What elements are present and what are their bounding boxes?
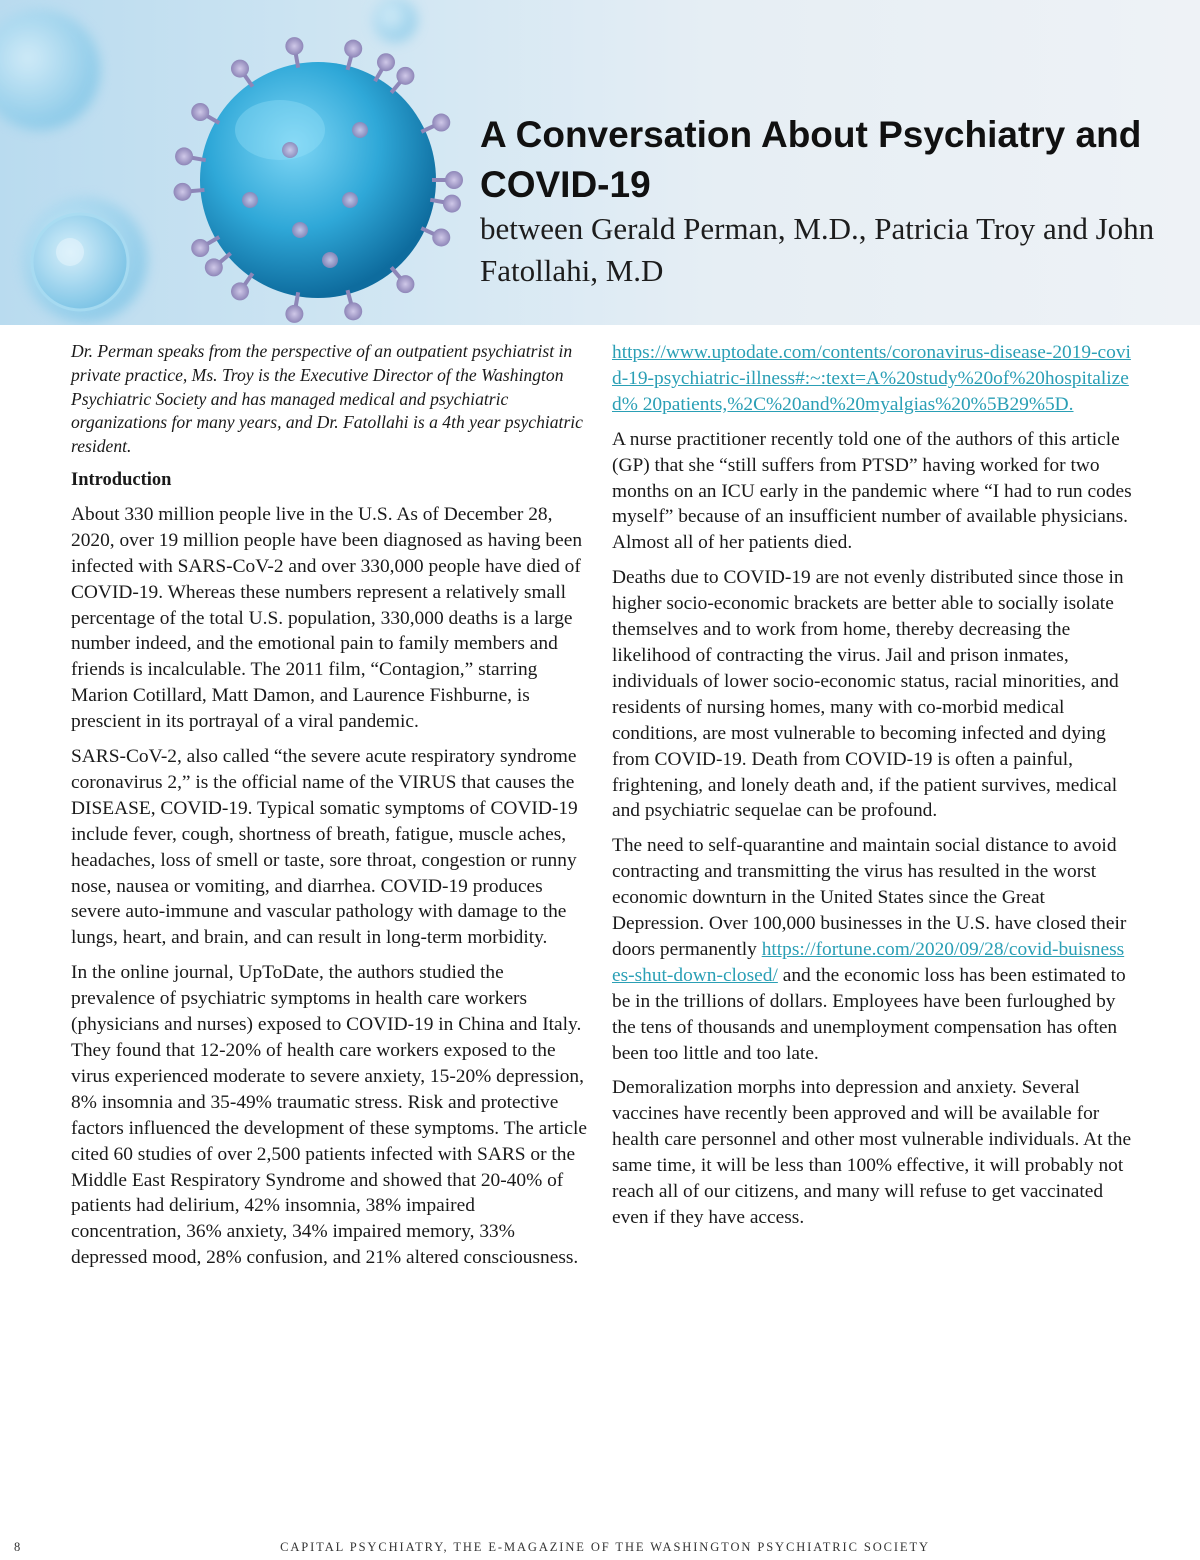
virus-spike-head bbox=[443, 195, 461, 213]
article-subtitle: between Gerald Perman, M.D., Patricia Troy and John Fatollahi, M.D bbox=[480, 211, 1155, 288]
fortune-link[interactable]: https://fortune.com/2020/09/28/covid-buisnesses-shut-down-closed/ bbox=[612, 938, 1125, 986]
virus-surface-spike bbox=[352, 122, 368, 138]
virus-spike-head bbox=[285, 37, 303, 55]
virus-spike-head bbox=[344, 302, 362, 320]
body-paragraph: Deaths due to COVID-19 are not evenly distributed since those in higher socio-economic brackets are better able to socially isolate themselves and to work from home, thereby decreasing the likelihood of contracting the virus. Jail and prison inmates, individuals of lower socio-economic status, racial minorities, and residents of nursing homes, many with co-morbid medical conditions, are most vulnerable to becoming infected and dying from COVID-19. Death from COVID-19 is often a painful, frightening, and lonely death and, if the patient survives, medical and psychiatric sequelae can be profound. bbox=[612, 567, 1124, 822]
uptodate-link[interactable]: https://www.uptodate.com/contents/coronavirus-disease-2019-covid-19-psychiatric-illness#:~:text=A%20study%20of%20hospitalized% 20patients,%2C%20and%20myalgias%20%5B29%5D. bbox=[612, 342, 1131, 415]
virus-surface-spike bbox=[322, 252, 338, 268]
uptodate-link-paragraph bbox=[612, 340, 1132, 418]
virus-spike-head bbox=[344, 40, 362, 58]
page-number: 8 bbox=[14, 1540, 21, 1554]
virus-spike-head bbox=[231, 282, 249, 300]
paragraph-text: and the economic loss has been estimated to be in the trillions of dollars. Employees have been furloughed by the tens of thousands and unemployment compensation has often been too little and too late. bbox=[612, 964, 1126, 1064]
virus-spike-head bbox=[285, 305, 303, 323]
virus-surface-spike bbox=[292, 222, 308, 238]
paragraph-text: The need to self-quarantine and maintain social distance to avoid contracting and transmitting the virus has resulted in the worst economic downturn in the United States since the Great Depression. Over 100,000 businesses in the U.S. have closed their doors permanently bbox=[612, 835, 1127, 960]
header-banner bbox=[0, 0, 1200, 325]
main-virus bbox=[200, 62, 436, 298]
virus-spike-head bbox=[175, 147, 193, 165]
virus-surface-spike bbox=[282, 142, 298, 158]
virus-surface-spike bbox=[342, 192, 358, 208]
article-title: A Conversation About Psychiatry and COVID-19 bbox=[480, 114, 1142, 205]
virus-spike-head bbox=[191, 239, 209, 257]
background-virus bbox=[32, 214, 128, 310]
virus-spike-head bbox=[432, 114, 450, 132]
page-footer bbox=[0, 1540, 1200, 1560]
intro-paragraph: Dr. Perman speaks from the perspective of an outpatient psychiatrist in private practice, Ms. Troy is the Executive Director of the Washington Psychiatric Society and has managed medical and psychiatric organizations for many years, and Dr. Fatollahi is a 4th year psychiatric resident. bbox=[71, 341, 583, 457]
virus-surface-spike bbox=[242, 192, 258, 208]
virus-spike-head bbox=[377, 53, 395, 71]
body-paragraph-with-link bbox=[612, 833, 1132, 1066]
right-column bbox=[612, 340, 1132, 1240]
virus-spike-head bbox=[231, 60, 249, 78]
body-paragraph: About 330 million people live in the U.S. As of December 28, 2020, over 19 million people have been diagnosed as having been infected with SARS-CoV-2 and over 330,000 people have died of COVID-19. Whereas these numbers represent a relatively small percentage of the total U.S. population, 330,000 deaths is a large number indeed, and the emotional pain to family members and friends is incalculable. The 2011 film, “Contagion,” starring Marion Cotillard, Matt Damon, and Laurence Fishburne, is prescient in its portrayal of a viral pandemic. bbox=[71, 503, 583, 733]
virus-spike-head bbox=[432, 228, 450, 246]
body-paragraph: SARS-CoV-2, also called “the severe acute respiratory syndrome coronavirus 2,” is the official name of the VIRUS that causes the DISEASE, COVID-19. Typical somatic symptoms of COVID-19 include fever, cough, shortness of breath, fatigue, muscle aches, headaches, loss of smell or taste, sore throat, congestion or runny nose, nausea or vomiting, and diarrhea. COVID-19 produces severe auto-immune and vascular pathology with damage to the lungs, heart, and brain, and can result in long-term morbidity. bbox=[71, 746, 578, 949]
virus-spike-head bbox=[445, 171, 463, 189]
body-paragraph: A nurse practitioner recently told one of the authors of this article (GP) that she “still suffers from PTSD” having worked for two months on an ICU early in the pandemic where “I had to run codes myself” because of an insufficient number of available physicians. Almost all of her patients died. bbox=[612, 428, 1132, 554]
body-paragraph: In the online journal, UpToDate, the authors studied the prevalence of psychiatric symptoms in health care workers (physicians and nurses) exposed to COVID-19 in China and Italy. They found that 12-20% of health care workers exposed to the virus experienced moderate to severe anxiety, 15-20% depression, 8% insomnia and 35-49% traumatic stress. Risk and protective factors influenced the development of these symptoms. The article cited 60 studies of over 2,500 patients infected with SARS or the Middle East Respiratory Syndrome and showed that 20-40% of patients had delirium, 42% insomnia, 38% impaired concentration, 36% anxiety, 34% impaired memory, 33% depressed mood, 28% confusion, and 21% altered consciousness. bbox=[71, 962, 588, 1269]
virus-spike-head bbox=[174, 183, 192, 201]
section-heading: Introduction bbox=[71, 469, 172, 490]
virus-spike-head bbox=[396, 275, 414, 293]
virus-spike-head bbox=[205, 258, 223, 276]
body-paragraph: Demoralization morphs into depression and anxiety. Several vaccines have recently been approved and will be available for health care personnel and other most vulnerable individuals. At the same time, it will be less than 100% effective, it will probably not reach all of our citizens, and many will refuse to get vaccinated even if they have access. bbox=[612, 1077, 1132, 1228]
footer-publication-name: CAPITAL PSYCHIATRY, THE E-MAGAZINE OF THE WASHINGTON PSYCHIATRIC SOCIETY bbox=[280, 1540, 930, 1554]
virus-spike-head bbox=[191, 103, 209, 121]
left-column bbox=[71, 340, 588, 1280]
virus-spike-head bbox=[396, 67, 414, 85]
